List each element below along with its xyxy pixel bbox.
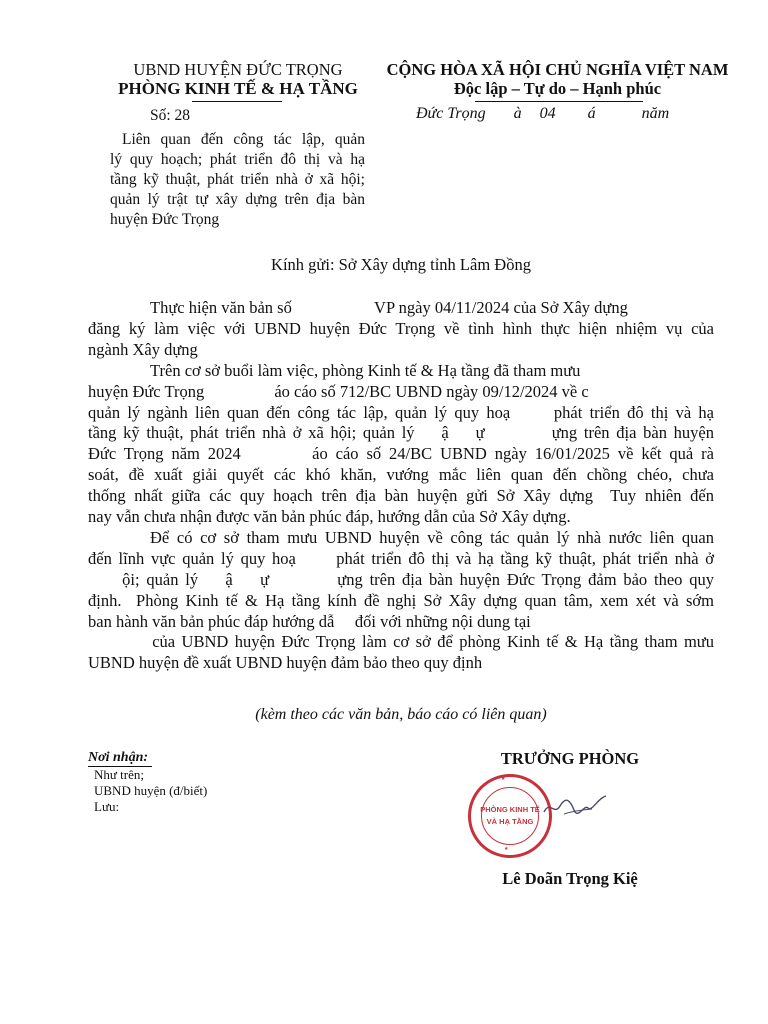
place-name: Đức Trọng bbox=[416, 105, 486, 122]
body-line: tầng kỹ thuật, phát triển nhà ở xã hội; quản lý ậ ự ựng trên địa bàn huyện bbox=[88, 423, 714, 443]
body-line: quản lý ngành liên quan đến công tác lập, quản lý quy hoạ phát triển đô thị và hạ bbox=[88, 402, 714, 422]
subject-line: tầng kỹ thuật, phát triển nhà ở xã hội; bbox=[110, 171, 365, 188]
body-line: nay vẫn chưa nhận được văn bản phúc đáp, hướng dẫn của Sở Xây dựng. bbox=[88, 507, 571, 526]
subject-line: huyện Đức Trọng bbox=[110, 211, 220, 228]
body-line: định. Phòng Kinh tế & Hạ tầng kính đề nghị Sở Xây dựng quan tâm, xem xét và sớm bbox=[88, 590, 714, 610]
recipient-item: Như trên; bbox=[94, 767, 145, 782]
country-name: CỘNG HÒA XÃ HỘI CHỦ NGHĨA VIỆT NAM bbox=[386, 60, 729, 79]
recipients-title: Nơi nhận: bbox=[88, 750, 149, 765]
body-line: Để có cơ sở tham mưu UBND huyện về công tác quản lý nhà nước liên quan bbox=[150, 527, 714, 547]
subject-line: Liên quan đến công tác lập, quản bbox=[122, 131, 365, 148]
place-date bbox=[416, 105, 669, 123]
body-line: Thực hiện văn bản số VP ngày 04/11/2024 của Sở Xây dựng bbox=[150, 298, 628, 317]
body-line: huyện Đức Trọng áo cáo số 712/BC UBND ngày 09/12/2024 về c bbox=[88, 381, 589, 401]
salutation: Kính gửi: Sở Xây dựng tỉnh Lâm Đồng bbox=[271, 255, 531, 274]
signature-role: TRƯỞNG PHÒNG bbox=[500, 749, 640, 768]
body-line: soát, đề xuất giải quyết các khó khăn, vướng mắc liên quan đến chồng chéo, chưa bbox=[88, 465, 714, 485]
body-line: ngành Xây dựng bbox=[88, 339, 198, 359]
recipient-item: Lưu: bbox=[94, 799, 120, 814]
body-line: đăng ký làm việc với UBND huyện Đức Trọng về tình hình thực hiện nhiệm vụ của bbox=[88, 318, 714, 338]
subject-line: lý quy hoạch; phát triển đô thị và hạ bbox=[110, 151, 365, 168]
seal-text-line: PHÒNG KINH TẾ bbox=[480, 805, 540, 814]
signer-name: Lê Doãn Trọng Kiệ bbox=[502, 869, 638, 888]
recipient-item: UBND huyện (đ/biết) bbox=[94, 783, 208, 798]
seal-text-line: VÀ HẠ TẦNG bbox=[486, 817, 534, 826]
org-name: PHÒNG KINH TẾ & HẠ TẦNG bbox=[118, 79, 358, 98]
date-year-label: năm bbox=[641, 105, 670, 122]
seal-star-icon: ★ bbox=[504, 846, 509, 852]
body-line: ội; quản lý ậ ự ựng trên địa bàn huyện Đức Trọng đảm bảo theo quy bbox=[88, 569, 714, 589]
signature-scribble-icon bbox=[540, 790, 610, 820]
date-day: 04 bbox=[539, 105, 556, 122]
date-fragment-1: à bbox=[513, 105, 522, 122]
seal-inner-ring bbox=[481, 787, 539, 845]
body-line: Đức Trọng năm 2024 áo cáo số 24/BC UBND ngày 16/01/2025 về kết quả rà bbox=[88, 444, 714, 464]
body-line: UBND huyện đề xuất UBND huyện đảm bảo theo quy định bbox=[88, 653, 483, 673]
seal-star-icon: ★ bbox=[501, 776, 506, 782]
national-motto: Độc lập – Tự do – Hạnh phúc bbox=[453, 79, 662, 98]
body-line: thống nhất giữa các quy hoạch trên địa bàn huyện gửi Sở Xây dựng Tuy nhiên đến bbox=[88, 486, 714, 506]
parent-org-name: UBND HUYỆN ĐỨC TRỌNG bbox=[133, 60, 343, 79]
attachment-note: (kèm theo các văn bản, báo cáo có liên quan) bbox=[255, 706, 547, 723]
body-line: ban hành văn bản phúc đáp hướng dẫ đối với những nội dung tại bbox=[88, 611, 531, 631]
document-number: Số: 28 bbox=[150, 107, 191, 124]
date-fragment-2: á bbox=[587, 105, 596, 122]
subject-line: quản lý trật tự xây dựng trên địa bàn bbox=[110, 191, 365, 208]
motto-underline bbox=[475, 101, 643, 102]
org-underline bbox=[192, 101, 282, 102]
body-line: Trên cơ sở buổi làm việc, phòng Kinh tế & Hạ tầng đã tham mưu bbox=[150, 360, 581, 380]
body-line: của UBND huyện Đức Trọng làm cơ sở để phòng Kinh tế & Hạ tầng tham mưu bbox=[120, 632, 714, 652]
body-line: đến lĩnh vực quản lý quy hoạ phát triển đô thị và hạ tầng kỹ thuật, phát triển nhà ở bbox=[88, 548, 714, 568]
